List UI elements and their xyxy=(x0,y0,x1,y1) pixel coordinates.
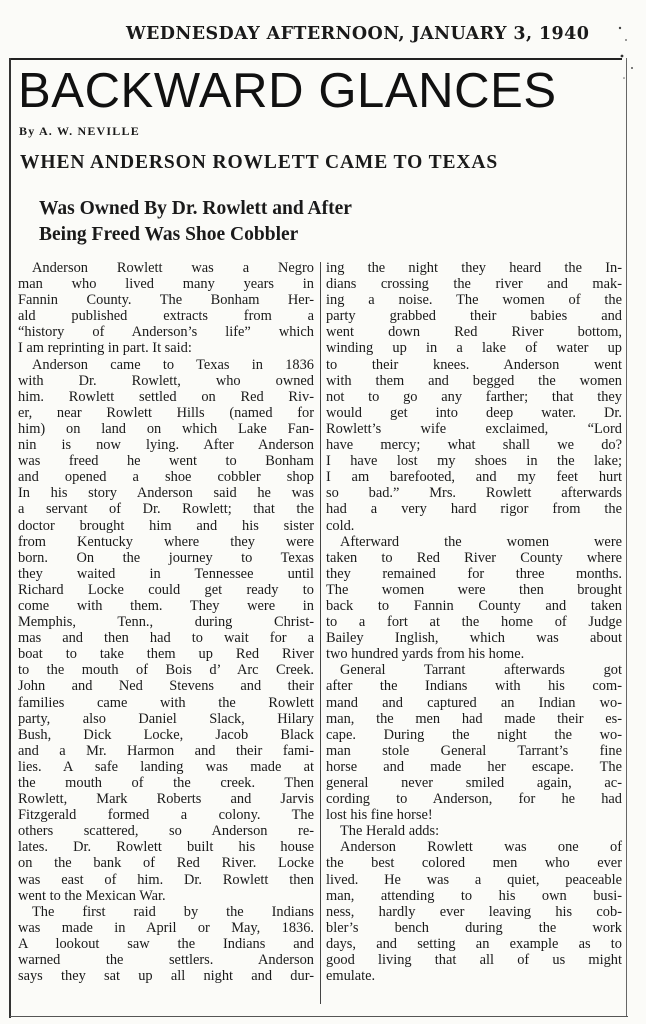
article-subhead xyxy=(39,196,352,248)
text-line: lates. Dr. Rowlett built his house xyxy=(18,839,314,856)
text-line: ald published extracts from a xyxy=(18,308,314,325)
text-line: lived. He was a quiet, peaceable xyxy=(326,871,622,888)
text-line: two hundred yards from his home. xyxy=(326,646,525,663)
text-line: man, the men had made their es- xyxy=(326,710,622,727)
text-line: party, also Daniel Slack, Hilary xyxy=(18,710,314,727)
text-line: emulate. xyxy=(326,968,376,985)
text-line: winding up in a lake of water up xyxy=(326,340,622,357)
text-line: Anderson Rowlett was a Negro xyxy=(32,260,314,276)
text-line: taken to Red River County where xyxy=(326,549,622,566)
text-line: Bush, Dick Locke, Jacob Black xyxy=(18,726,314,743)
article-column-left xyxy=(18,260,314,984)
text-line: man stole General Tarrant’s fine xyxy=(326,742,622,759)
text-line: to the mouth of Bois d’ Arc Creek. xyxy=(18,662,314,679)
text-line: families came with the Rowlett xyxy=(18,694,314,711)
text-line: John and Ned Stevens and their xyxy=(18,678,314,695)
text-line: party grabbed their babies and xyxy=(326,308,622,325)
text-line: A lookout saw the Indians and xyxy=(18,935,314,952)
article-column-right xyxy=(326,260,622,984)
text-line: I am barefooted, and my feet hurt xyxy=(326,469,622,486)
text-line: Fitzgerald formed a colony. The xyxy=(18,807,314,824)
text-line: bler’s bench during the work xyxy=(326,919,622,936)
text-line: a servant of Dr. Rowlett; that the xyxy=(18,501,314,518)
text-line: Richard Locke could get ready to xyxy=(18,581,314,598)
paper-speck-marks xyxy=(614,20,644,90)
text-line: they waited in Tennessee until xyxy=(18,565,314,582)
text-line: boat to take them up Red River xyxy=(18,646,314,663)
byline: By A. W. NEVILLE xyxy=(19,124,140,138)
subhead-line: Being Freed Was Shoe Cobbler xyxy=(39,224,299,245)
text-line: cording to Anderson, for he had xyxy=(326,791,622,808)
text-line: would get into deep water. Dr. xyxy=(326,404,622,421)
text-line: Anderson came to Texas in 1836 xyxy=(32,356,314,373)
text-line: on the bank of Red River. Locke xyxy=(18,855,314,872)
text-line: to their knees. Anderson went xyxy=(326,356,622,373)
text-line: and opened a shoe cobbler shop xyxy=(18,469,314,486)
text-line: to a fort at the home of Judge xyxy=(326,614,622,631)
text-line: ness, hardly ever leaving his cob- xyxy=(326,903,622,920)
text-line: ing a noise. The women of the xyxy=(326,292,622,309)
text-line: The women were then brought xyxy=(326,581,622,598)
text-line: Fannin County. The Bonham Her- xyxy=(18,292,314,309)
text-line: mas and then had to wait for a xyxy=(18,630,314,647)
text-line: come with them. They were in xyxy=(18,597,314,614)
top-rule xyxy=(10,58,622,60)
text-line: says they sat up all night and dur- xyxy=(18,968,314,985)
text-line: had a very hard rigor from the xyxy=(326,501,622,518)
text-line: him. Rowlett settled on Red Riv- xyxy=(18,388,314,405)
text-line: after the Indians with his com- xyxy=(326,678,622,695)
text-line: “history of Anderson’s life” which xyxy=(18,324,314,341)
text-line: back to Fannin County and taken xyxy=(326,597,622,614)
text-line: others scattered, so Anderson re- xyxy=(18,823,314,840)
column-masthead: BACKWARD GLANCES xyxy=(18,64,557,118)
text-line: dians crossing the river and mak- xyxy=(326,276,622,293)
dateline: WEDNESDAY AFTERNOON, JANUARY 3, 1940 xyxy=(126,24,590,44)
text-line: the best colored men who ever xyxy=(326,855,622,872)
text-line: born. On the journey to Texas xyxy=(18,549,314,566)
text-line: Bailey Inglish, which was about xyxy=(326,630,622,647)
text-line: they remained for three months. xyxy=(326,565,622,582)
bottom-rule xyxy=(10,1016,628,1017)
text-line: the mouth of the creek. Then xyxy=(18,775,314,791)
text-line: good living that all of us might xyxy=(326,952,622,969)
text-line: General Tarrant afterwards got xyxy=(340,662,622,679)
text-line: from Kentucky where they were xyxy=(18,533,314,550)
text-line: lies. A safe landing was made at xyxy=(18,758,314,775)
text-line: horse and made her escape. The xyxy=(326,758,622,775)
left-rule xyxy=(9,58,11,1018)
text-line: cold. xyxy=(326,517,355,534)
text-line: general never smiled again, ac- xyxy=(326,775,622,791)
text-line: so bad.” Mrs. Rowlett afterwards xyxy=(326,485,622,502)
column-divider xyxy=(320,262,321,1004)
text-line: Rowlett’s wife exclaimed, “Lord xyxy=(326,420,622,437)
text-line: days, and setting an example as to xyxy=(326,935,622,952)
text-line: ing the night they heard the In- xyxy=(326,260,622,276)
right-rule xyxy=(626,58,627,1016)
text-line: warned the settlers. Anderson xyxy=(18,952,314,969)
article-headline: WHEN ANDERSON ROWLETT CAME TO TEXAS xyxy=(20,152,499,173)
text-line: have mercy; what shall we do? xyxy=(326,437,622,454)
text-line: and a Mr. Harmon and their fami- xyxy=(18,742,314,759)
text-line: mand and captured an Indian wo- xyxy=(326,694,622,711)
text-line: not to go any farther; that they xyxy=(326,388,622,405)
text-line: lost his fine horse! xyxy=(326,807,433,824)
text-line: The Herald adds: xyxy=(340,823,440,840)
text-line: doctor brought him and his sister xyxy=(18,517,314,534)
text-line: was east of him. Dr. Rowlett then xyxy=(18,871,314,888)
text-line: In his story Anderson said he was xyxy=(18,485,314,502)
text-line: Memphis, Tenn., during Christ- xyxy=(18,614,314,631)
text-line: er, near Rowlett Hills (named for xyxy=(18,404,314,421)
text-line: Anderson Rowlett was one of xyxy=(340,839,622,856)
text-line: cape. During the night the wo- xyxy=(326,726,622,743)
text-line: man, attending to his own busi- xyxy=(326,887,622,904)
text-line: was made in April or May, 1836. xyxy=(18,919,314,936)
text-line: was freed he went to Bonham xyxy=(18,453,314,470)
text-line: I have lost my shoes in the lake; xyxy=(326,453,622,470)
text-line: I am reprinting in part. It said: xyxy=(18,340,192,357)
text-line: Rowlett, Mark Roberts and Jarvis xyxy=(18,791,314,808)
subhead-line: Was Owned By Dr. Rowlett and After xyxy=(39,198,352,219)
text-line: with Dr. Rowlett, who owned xyxy=(18,372,314,389)
text-line: man who lived many years in xyxy=(18,276,314,293)
text-line: Afterward the women were xyxy=(340,533,622,550)
text-line: went down Red River bottom, xyxy=(326,324,622,341)
text-line: nin is now lying. After Anderson xyxy=(18,437,314,454)
text-line: with them and begged the women xyxy=(326,372,622,389)
text-line: went to the Mexican War. xyxy=(18,887,166,904)
text-line: The first raid by the Indians xyxy=(32,903,314,920)
text-line: him) on land on which Lake Fan- xyxy=(18,420,314,437)
